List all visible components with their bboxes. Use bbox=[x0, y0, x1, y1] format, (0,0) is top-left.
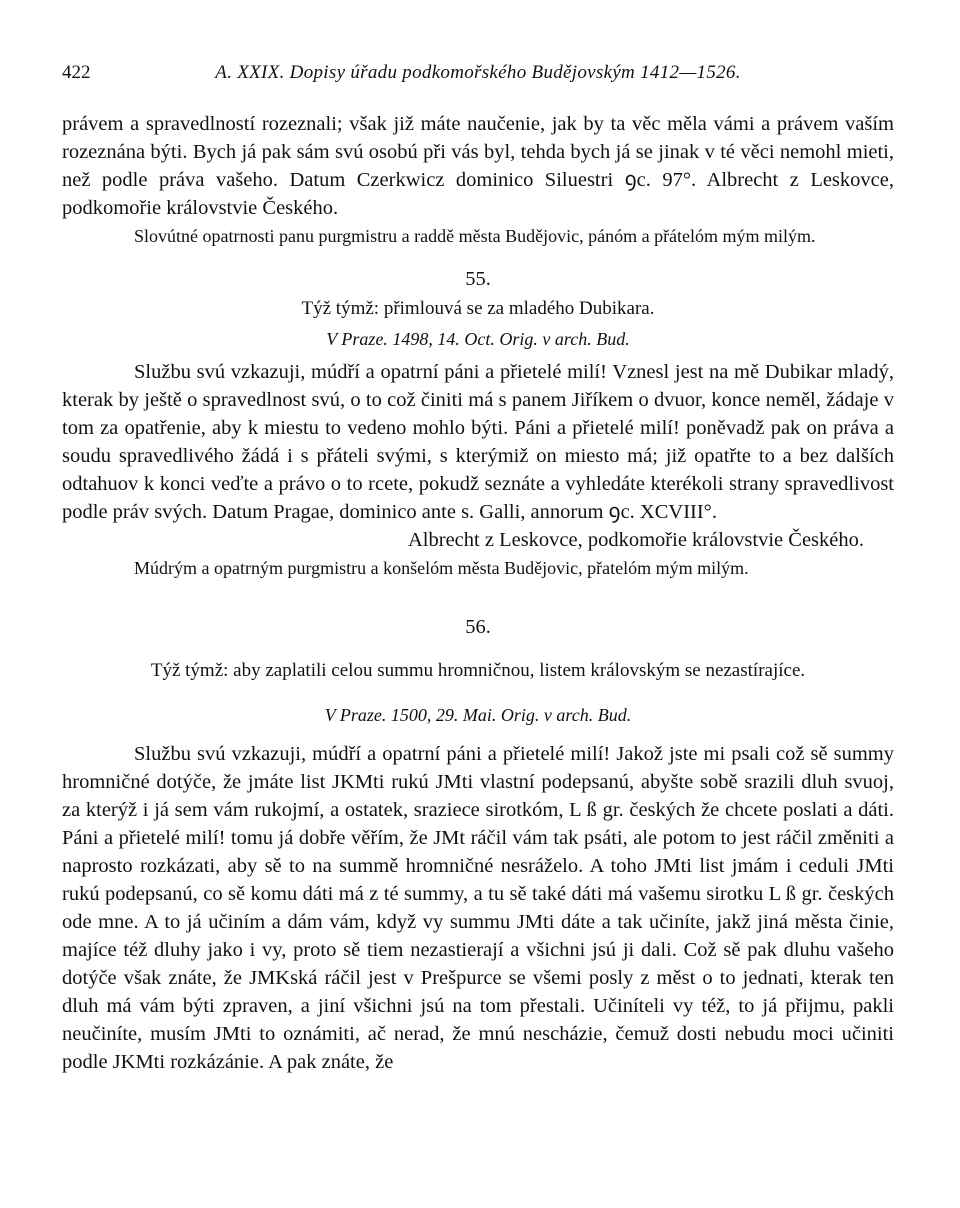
document-number-56: 56. bbox=[465, 616, 491, 638]
document-signature-55: Albrecht z Leskovce, podkomořie královstvie Českého. bbox=[408, 529, 864, 551]
document-source-56: V Praze. 1500, 29. Mai. Orig. v arch. Bud. bbox=[324, 705, 632, 725]
document-body-56: Službu svú vzkazuji, múdří a opatrní páni a přietelé milí! Jakož jste mi psali což sě summy hromničné dotýče, že jmáte list JKMti rukú JMti vlastní podepsanú, abyšte sobě srazili dluh svuoj, za kterýž i já sem vám rukojmí, a ostatek, sraziece sirotkóm, L ß gr. českých že chcete poslati a dáti. Páni a přietelé milí! tomu já dobře věřím, že JMt ráčil vám tak psáti, ale potom to jest ráčil změniti a naprosto rozkázati, aby sě to na summě hromničné nesráželo. A toho JMti list jmám i ceduli JMti rukú podepsanú, co sě komu dáti má z té summy, a tu sě také dáti má vašemu sirotku L ß gr. českých ode mne. A to já učiním a dám vám, když vy summu JMti dáte a tak učiníte, jakž jiná města činie, majíce též dluhy jako i vy, proto sě tiem nezastierají a všichni jsú ji dali. Což sě pak dluhu vašeho dotýče však znáte, že JMKská ráčil jest v Prešpurce se všemi posly z měst o to jednati, kterak ten dluh má vám býti zpraven, a jiní všichni jsú na tom přestali. Učiníteli vy též, to já přijmu, pakli neučiníte, musím JMti to oznámiti, ač nerad, že mnú nescházie, čemuž dosti nebudu moci učiniti podle JKMti rozkázánie. A pak znáte, že bbox=[62, 743, 894, 1073]
document-heading-56: Týž týmž: aby zaplatili celou summu hromničnou, listem královským se nezastírajíce. bbox=[150, 660, 806, 681]
document-heading-55: Týž týmž: přimlouvá se za mladého Dubikara. bbox=[301, 298, 655, 319]
prev-letter-text: právem a spravedlností rozeznali; však již máte naučenie, jak by ta věc měla vámi a právem vaším rozeznána býti. Bych já pak sám svú osobú při vás byl, tehda bych já se jinak v té věci nemohl mieti, než podle práva vašeho. Datum Czerkwicz dominico Siluestri ꝯc. 97°. Albrecht z Leskovce, podkomořie královstvie Českého. bbox=[62, 113, 894, 219]
running-header bbox=[62, 62, 894, 102]
running-title: A. XXIX. Dopisy úřadu podkomořského Budějovským 1412—1526. bbox=[215, 62, 741, 83]
document-address-55: Múdrým a opatrným purgmistru a konšelóm města Budějovic, přatelóm mým milým. bbox=[134, 558, 749, 578]
document-source-55: V Praze. 1498, 14. Oct. Orig. v arch. Bud. bbox=[326, 329, 630, 349]
page-number: 422 bbox=[62, 62, 91, 83]
document-page bbox=[62, 62, 894, 1076]
document-body-55: Službu svú vzkazuji, múdří a opatrní páni a přietelé milí! Vznesl jest na mě Dubikar mladý, kterak by ještě o spravedlnost svú, o to což činiti má s panem Jiříkem o dvuor, konce neměl, žádaje v tom za opatřenie, aby k miestu to vedeno mohlo býti. Páni a přietelé milí! poněvadž pak on práva a soudu spravedlivého žádá i s přáteli svými, s kterýmiž on miesto má; již opatřte to a bez dalších odtahuov k konci veďte a právo o to rcete, pokudž seznáte a vyhledáte kterékoli strany spravedlivost podle práv svých. Datum Pragae, dominico ante s. Galli, annorum ꝯc. XCVIII°. bbox=[62, 361, 894, 523]
document-number-55: 55. bbox=[465, 268, 491, 290]
prev-letter-address: Slovútné opatrnosti panu purgmistru a raddě města Budějovic, pánóm a přátelóm mým milým. bbox=[134, 226, 816, 246]
